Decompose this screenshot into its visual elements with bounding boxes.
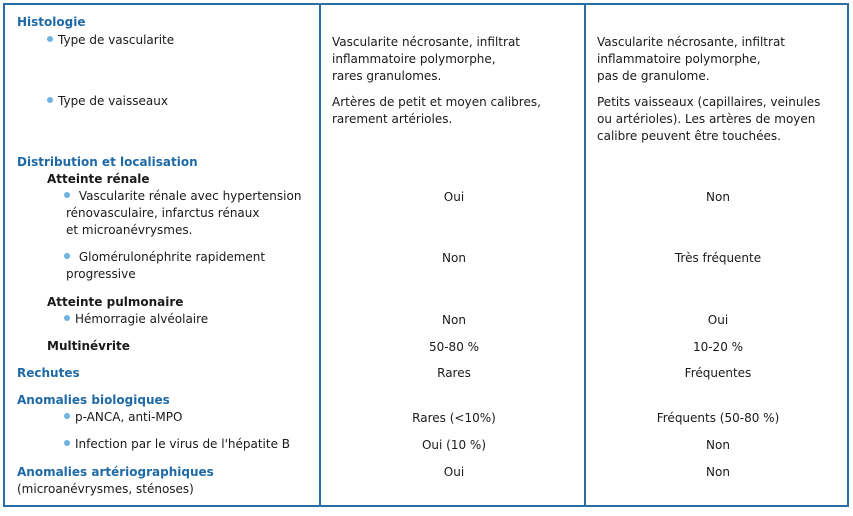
- panca-col3: Fréquents (50-80 %): [656, 411, 780, 425]
- rechutes-col2: Rares: [437, 366, 471, 380]
- multinevrite-col2: 50-80 %: [428, 340, 480, 354]
- text-line: pas de granulome.: [597, 69, 710, 83]
- type-vaisseaux-col3: [597, 94, 820, 145]
- text-line: et microanévrysmes.: [66, 223, 193, 237]
- row-label-multinevrite: Multinévrite: [47, 339, 130, 353]
- glomerulonephrite-col2: Non: [442, 251, 466, 265]
- hemorragie-col2: Non: [442, 313, 466, 327]
- hepatite-col2: Oui (10 %): [421, 438, 487, 452]
- text-line: calibre peuvent être touchées.: [597, 129, 781, 143]
- anomalies-arterio-col2: Oui: [443, 465, 465, 479]
- text-line: ou artérioles). Les artères de moyen: [597, 112, 816, 126]
- row-label-type-vascularite: Type de vascularite: [47, 32, 174, 49]
- text-line: rénovasculaire, infarctus rénaux: [66, 206, 260, 220]
- text-line: Glomérulonéphrite rapidement: [78, 250, 266, 264]
- section-rechutes: Rechutes: [17, 366, 80, 380]
- text-line: rarement artérioles.: [332, 112, 453, 126]
- row-label-hemorragie: Hémorragie alvéolaire: [64, 311, 208, 328]
- multinevrite-col3: 10-20 %: [692, 340, 744, 354]
- vascularite-renale-col2: Oui: [443, 190, 465, 204]
- row-label-vascularite-renale-cont: [66, 205, 260, 239]
- glomerulonephrite-col3: Très fréquente: [674, 251, 762, 265]
- type-vascularite-col2: [332, 34, 520, 85]
- text-line: Artères de petit et moyen calibres,: [332, 95, 541, 109]
- anomalies-arterio-col3: Non: [706, 465, 730, 479]
- text-line: Petits vaisseaux (capillaires, veinules: [597, 95, 821, 109]
- anomalies-arterio-note: (microanévrysmes, sténoses): [17, 482, 194, 496]
- row-label-panca: p-ANCA, anti-MPO: [64, 409, 182, 426]
- section-histologie: Histologie: [17, 15, 86, 29]
- section-distribution: Distribution et localisation: [17, 155, 198, 169]
- row-label-type-vaisseaux: Type de vaisseaux: [47, 93, 168, 110]
- section-anomalies-arteriographiques: Anomalies artériographiques: [17, 465, 214, 479]
- panca-col2: Rares (<10%): [412, 411, 496, 425]
- row-label-glomerulonephrite-cont: progressive: [66, 267, 136, 281]
- vascularite-renale-col3: Non: [706, 190, 730, 204]
- hemorragie-col3: Oui: [707, 313, 729, 327]
- comparison-table: [3, 3, 849, 507]
- text-line: Vascularite nécrosante, infiltrat: [597, 35, 785, 49]
- rechutes-col3: Fréquentes: [684, 366, 752, 380]
- text-line: inflammatoire polymorphe,: [597, 52, 761, 66]
- row-label-vascularite-renale: [64, 188, 301, 205]
- text-line: Vascularite rénale avec hypertension: [78, 189, 302, 203]
- section-anomalies-biologiques: Anomalies biologiques: [17, 393, 170, 407]
- subsection-atteinte-pulmonaire: Atteinte pulmonaire: [47, 295, 184, 309]
- text-line: rares granulomes.: [332, 69, 442, 83]
- type-vascularite-col3: [597, 34, 785, 85]
- row-label-hepatite: Infection par le virus de l'hépatite B: [64, 436, 290, 453]
- subsection-atteinte-renale: Atteinte rénale: [47, 172, 150, 186]
- hepatite-col3: Non: [706, 438, 730, 452]
- type-vaisseaux-col2: [332, 94, 541, 128]
- text-line: Vascularite nécrosante, infiltrat: [332, 35, 520, 49]
- row-label-glomerulonephrite: [64, 249, 265, 266]
- column-divider-1: [319, 5, 321, 505]
- text-line: inflammatoire polymorphe,: [332, 52, 496, 66]
